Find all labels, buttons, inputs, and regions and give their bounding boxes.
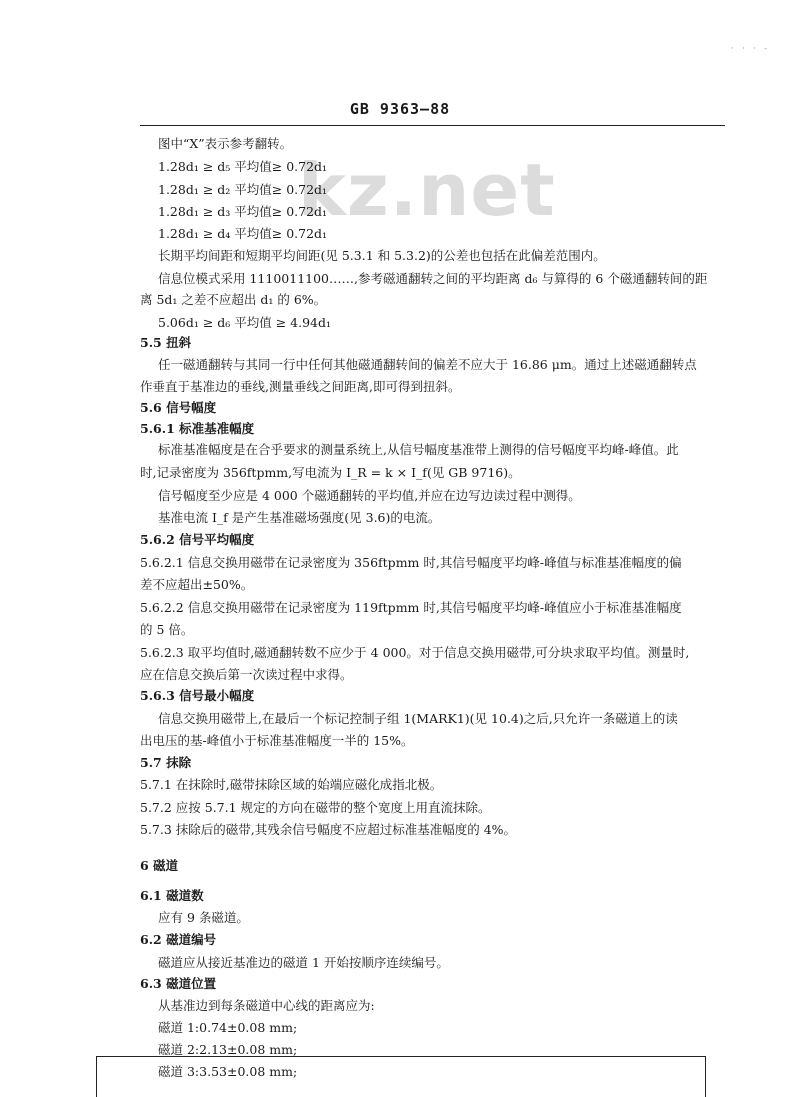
section-heading: 5.7 抹除	[140, 755, 192, 770]
text-line: 信息交换用磁带上,在最后一个标记控制子组 1(MARK1)(见 10.4)之后,只允许一条磁道上的读	[158, 711, 678, 726]
clause-line: 5.7.1 在抹除时,磁带抹除区域的始端应磁化成指北极。	[140, 777, 443, 792]
text-line: 信息位模式采用 1110011100……,参考磁通翻转之间的平均距离 d₆ 与算得的 6 个磁通翻转间的距	[158, 271, 708, 286]
formula-line: 1.28d₁ ≥ d₄ 平均值≥ 0.72d₁	[158, 226, 328, 241]
formula-line: 1.28d₁ ≥ d₃ 平均值≥ 0.72d₁	[158, 204, 328, 219]
text-line: 应在信息交换后第一次读过程中求得。	[140, 667, 353, 682]
text-line: 从基准边到每条磁道中心线的距离应为:	[158, 998, 375, 1013]
text-line: 信号幅度至少应是 4 000 个磁通翻转的平均值,并应在边写边读过程中测得。	[158, 488, 581, 503]
subsection-heading: 5.6.3 信号最小幅度	[140, 688, 255, 703]
text-line: 应有 9 条磁道。	[158, 910, 249, 925]
subsection-heading: 5.6.2 信号平均幅度	[140, 532, 255, 547]
text-line: 图中“X”表示参考翻转。	[158, 136, 293, 151]
section-heading: 6.3 磁道位置	[140, 976, 217, 991]
watermark: kz.net	[298, 148, 556, 232]
formula-line: 1.28d₁ ≥ d₂ 平均值≥ 0.72d₁	[158, 182, 328, 197]
section-heading: 5.6 信号幅度	[140, 400, 217, 415]
list-item: 磁道 2:2.13±0.08 mm;	[158, 1042, 298, 1057]
text-line: 离 5d₁ 之差不应超出 d₁ 的 6%。	[140, 292, 327, 307]
section-heading: 6.1 磁道数	[140, 888, 204, 903]
subsection-heading: 5.6.1 标准基准幅度	[140, 421, 255, 436]
clause-line: 5.7.2 应按 5.7.1 规定的方向在磁带的整个宽度上用直流抹除。	[140, 800, 491, 815]
clause-line: 5.6.2.3 取平均值时,磁通翻转数不应少于 4 000。对于信息交换用磁带,可分块求取平均值。测量时,	[140, 645, 690, 660]
section-heading: 6.2 磁道编号	[140, 932, 217, 947]
clause-line: 5.7.3 抹除后的磁带,其残余信号幅度不应超过标准基准幅度的 4%。	[140, 822, 517, 837]
corner-marks: · · · -	[731, 44, 770, 53]
chapter-heading: 6 磁道	[140, 858, 179, 873]
clause-line: 5.6.2.2 信息交换用磁带在记录密度为 119ftpmm 时,其信号幅度平均峰-峰值应小于标准基准幅度	[140, 600, 682, 615]
text-line: 作垂直于基准边的垂线,测量垂线之间距离,即可得到扭斜。	[140, 379, 461, 394]
standard-number: GB 9363—88	[349, 100, 451, 118]
formula-line: 5.06d₁ ≥ d₆ 平均值 ≥ 4.94d₁	[158, 315, 332, 330]
text-line: 磁道应从接近基准边的磁道 1 开始按顺序连续编号。	[158, 955, 449, 970]
list-item: 磁道 3:3.53±0.08 mm;	[158, 1064, 298, 1079]
list-item: 磁道 1:0.74±0.08 mm;	[158, 1020, 298, 1035]
text-line: 长期平均间距和短期平均间距(见 5.3.1 和 5.3.2)的公差也包括在此偏差范围内。	[158, 248, 606, 263]
text-line: 时,记录密度为 356ftpmm,写电流为 I_R = k × I_f(见 GB 9716)。	[140, 465, 521, 480]
section-heading: 5.5 扭斜	[140, 335, 192, 350]
text-line: 标准基准幅度是在合乎要求的测量系统上,从信号幅度基准带上测得的信号幅度平均峰-峰值。此	[158, 442, 679, 457]
text-line: 的 5 倍。	[140, 622, 194, 637]
clause-line: 5.6.2.1 信息交换用磁带在记录密度为 356ftpmm 时,其信号幅度平均峰-峰值与标准基准幅度的偏	[140, 555, 682, 570]
formula-line: 1.28d₁ ≥ d₅ 平均值≥ 0.72d₁	[158, 159, 328, 174]
text-line: 基准电流 I_f 是产生基准磁场强度(见 3.6)的电流。	[158, 510, 441, 525]
text-line: 任一磁通翻转与其同一行中任何其他磁通翻转间的偏差不应大于 16.86 μm。通过上述磁通翻转点	[158, 357, 697, 372]
text-line: 出电压的基-峰值小于标准基准幅度一半的 15%。	[140, 733, 414, 748]
text-line: 差不应超出±50%。	[140, 577, 254, 592]
